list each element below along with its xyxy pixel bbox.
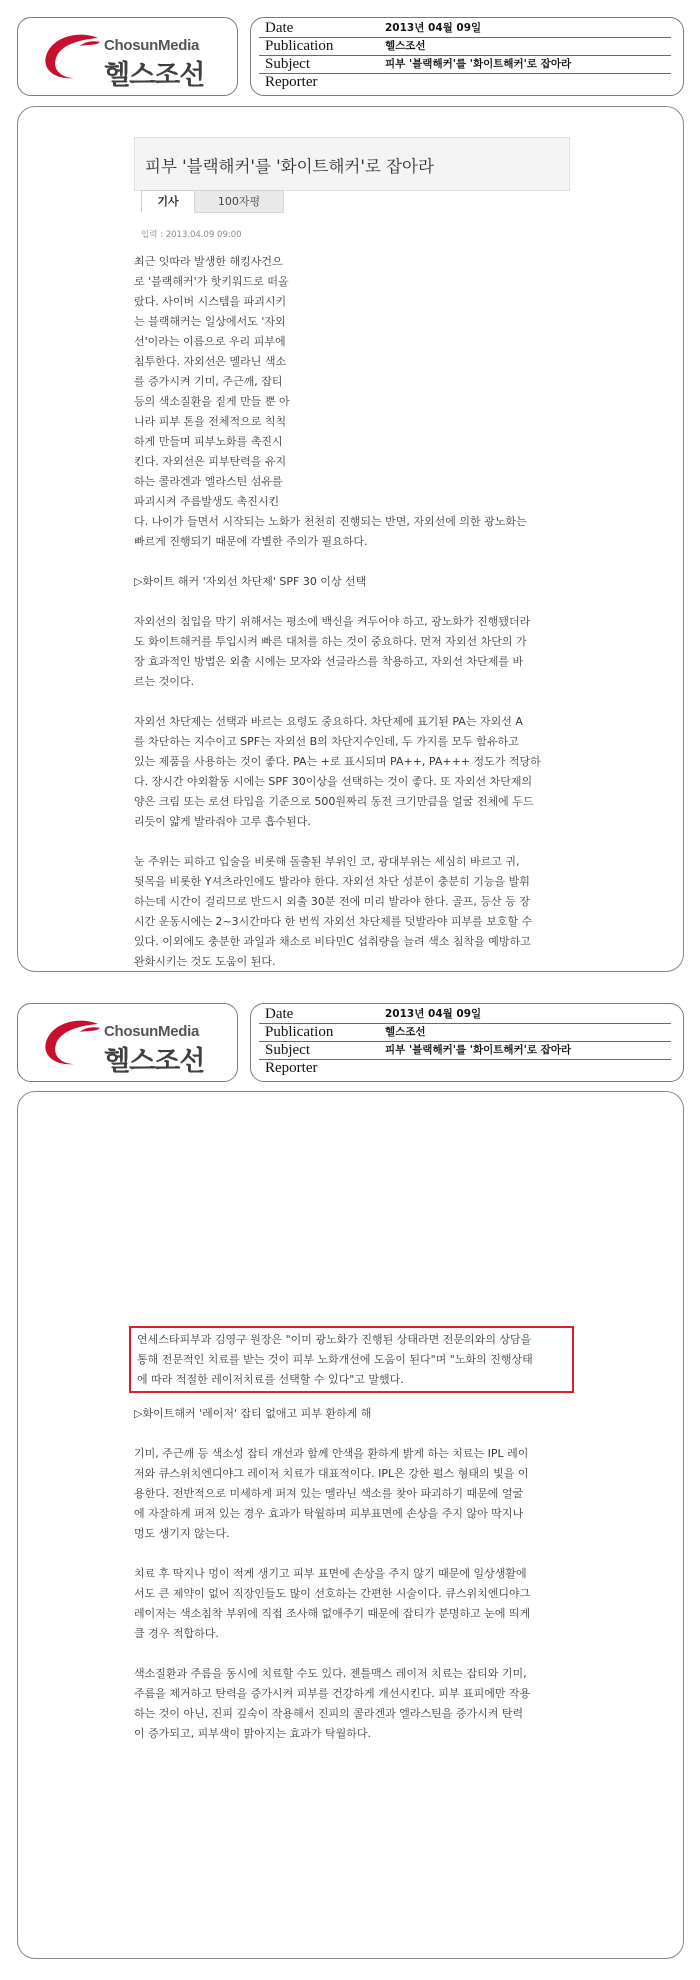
text-line: 통해 전문적인 치료를 받는 것이 피부 노화개선에 도움이 된다"며 "노화의 진행상태 <box>137 1353 533 1366</box>
text-line: 르는 것이다. <box>134 675 195 688</box>
article-body-page1 <box>134 512 568 992</box>
text-line: 니라 피부 톤을 전체적으로 칙칙 <box>134 415 287 428</box>
text-line: 뒷목을 비롯한 Y셔츠라인에도 발라야 한다. 자외선 차단 성분이 충분히 기능을 발휘 <box>134 875 530 888</box>
text-line: 기미, 주근깨 등 색소성 잡티 개선과 함께 안색을 환하게 밝게 하는 치료는 IPL 레이 <box>134 1447 529 1460</box>
meta-row-publication <box>259 1024 671 1042</box>
text-line: 다. 장시간 야외활동 시에는 SPF 30이상을 선택하는 것이 좋다. 또 자외선 차단제의 <box>134 775 533 788</box>
text-line: 침투한다. 자외선은 멜라닌 색소 <box>134 355 287 368</box>
paragraph <box>134 612 568 692</box>
meta-row-publication <box>259 38 671 56</box>
meta-row-date <box>259 20 671 38</box>
text-line: 자외선의 침입을 막기 위해서는 평소에 백신을 켜두어야 하고, 광노화가 진행됐더라 <box>134 615 531 628</box>
text-line: 킨다. 자외선은 피부탄력을 유지 <box>134 455 287 468</box>
text-line: 눈 주위는 피하고 입술을 비롯해 돌출된 부위인 코, 광대부위는 세심히 바르고 귀, <box>134 855 520 868</box>
text-line: 다. 나이가 들면서 시작되는 노화가 천천히 진행되는 반면, 자외선에 의한 광노화는 <box>134 515 527 528</box>
text-line: 를 차단하는 지수이고 SPF는 자외선 B의 차단지수인데, 두 가지를 모두 함유하고 <box>134 735 519 748</box>
text-line: 주름을 제거하고 탄력을 증가시켜 피부를 건강하게 개선시킨다. 피부 표피에만 작용 <box>134 1687 531 1700</box>
meta-row-subject <box>259 1042 671 1060</box>
meta-label: Reporter <box>265 1060 318 1076</box>
quote-text <box>137 1330 533 1390</box>
article-intro-tail <box>134 492 279 512</box>
meta-value: 2013년 04월 09일 <box>385 1008 482 1020</box>
article-intro <box>134 252 330 492</box>
text-line: 로 '블랙해커'가 핫키워드로 떠올 <box>134 275 289 288</box>
meta-row-subject <box>259 56 671 74</box>
meta-row-date <box>259 1006 671 1024</box>
text-line: 시간 운동시에는 2~3시간마다 한 번씩 자외선 차단제를 덧발라야 피부를 보호할 수 <box>134 915 533 928</box>
article-title: 피부 '블랙해커'를 '화이트해커'로 잡아라 <box>145 157 434 176</box>
paragraph <box>134 1664 568 1744</box>
tab-comments[interactable]: 100자평 <box>194 190 284 213</box>
text-line: 자외선 차단제는 선택과 바르는 요령도 중요하다. 차단제에 표기된 PA는 자외선 A <box>134 715 523 728</box>
text-line: 는 블랙해커는 일상에서도 '자외 <box>134 315 286 328</box>
text-line: 리듯이 얇게 발라줘야 고루 흡수된다. <box>134 815 311 828</box>
meta-label: Date <box>265 1006 294 1022</box>
tab-article[interactable]: 기사 <box>141 190 195 212</box>
text-line: 랐다. 사이버 시스템을 파괴시키 <box>134 295 287 308</box>
article-title-box <box>134 137 570 191</box>
article-date: 입력 : 2013.04.09 09:00 <box>141 230 242 240</box>
text-line: 에 자잘하게 퍼져 있는 경우 효과가 탁월하며 피부표면에 손상을 주지 않아 딱지나 <box>134 1507 524 1520</box>
text-line: 장 효과적인 방법은 외출 시에는 모자와 선글라스를 착용하고, 자외선 차단제를 바 <box>134 655 524 668</box>
text-line: 연세스타피부과 김영구 원장은 "이미 광노화가 진행된 상태라면 전문의와의 상담을 <box>137 1333 532 1346</box>
text-line: 에 따라 적절한 레이저치료를 선택할 수 있다"고 말했다. <box>137 1373 404 1386</box>
text-line: 선'이라는 이름으로 우리 피부에 <box>134 335 286 348</box>
paragraph <box>134 512 568 552</box>
chosun-swoosh-icon <box>40 1014 110 1070</box>
text-line: 용한다. 전반적으로 미세하게 퍼져 있는 멜라닌 색소를 찾아 파괴하기 때문에 얼굴 <box>134 1487 524 1500</box>
logo-box <box>17 17 238 96</box>
text-line: 양은 크림 또는 로션 타입을 기준으로 500원짜리 동전 크기만큼을 얼굴 전체에 두드 <box>134 795 534 808</box>
text-line: 파괴시켜 주름발생도 촉진시킨 <box>134 495 280 508</box>
article-body-page2 <box>134 1404 568 1764</box>
logo-title: 헬스조선 <box>104 1046 205 1077</box>
meta-row-reporter <box>259 74 671 91</box>
paragraph <box>134 1444 568 1544</box>
logo-brand-text: ChosunMedia <box>104 37 200 54</box>
text-line: 있는 제품을 사용하는 것이 좋다. PA는 +로 표시되며 PA++, PA+++ 정도가 적당하 <box>134 755 541 768</box>
text-line: 등의 색소질환을 짙게 만들 뿐 아 <box>134 395 290 408</box>
logo-brand-text: ChosunMedia <box>104 1023 200 1040</box>
text-line: 클 경우 적합하다. <box>134 1627 219 1640</box>
meta-row-reporter <box>259 1060 671 1077</box>
meta-table <box>250 1003 684 1082</box>
text-line: 있다. 이외에도 충분한 과일과 채소로 비타민C 섭취량을 늘려 색소 침착을 예방하고 <box>134 935 531 948</box>
meta-value: 헬스조선 <box>385 40 426 52</box>
chosun-swoosh-icon <box>40 28 110 84</box>
meta-label: Publication <box>265 1024 334 1040</box>
meta-label: Publication <box>265 38 334 54</box>
text-line: 색소질환과 주름을 동시에 치료할 수도 있다. 젠틀맥스 레이저 치료는 잡티와 기미, <box>134 1667 527 1680</box>
text-line: 빠르게 진행되기 때문에 각별한 주의가 필요하다. <box>134 535 368 548</box>
text-line: 하는 것이 아닌, 진피 깊숙이 작용해서 진피의 콜라겐과 엘라스틴을 증가시켜 탄력 <box>134 1707 524 1720</box>
paragraph <box>134 852 568 972</box>
text-line: ▷화이트 해커 '자외선 차단제' SPF 30 이상 선택 <box>134 575 367 588</box>
meta-label: Reporter <box>265 74 318 90</box>
meta-label: Date <box>265 20 294 36</box>
meta-label: Subject <box>265 1042 310 1058</box>
text-line: 최근 잇따라 발생한 해킹사건으 <box>134 255 283 268</box>
meta-value: 피부 '블랙해커'를 '화이트해커'로 잡아라 <box>385 58 572 70</box>
meta-label: Subject <box>265 56 310 72</box>
text-line: 치료 후 딱지나 멍이 적게 생기고 피부 표면에 손상을 주지 않기 때문에 일상생활에 <box>134 1567 527 1580</box>
text-line: 를 증가시켜 기미, 주근깨, 잡티 <box>134 375 283 388</box>
section-heading <box>134 1404 568 1424</box>
text-line: 하는 콜라겐과 엘라스틴 섬유를 <box>134 475 283 488</box>
text-line: 완화시키는 것도 도움이 된다. <box>134 955 276 968</box>
highlighted-quote <box>129 1326 574 1393</box>
text-line: ▷화이트해커 '레이저' 잡티 없애고 피부 환하게 해 <box>134 1407 372 1420</box>
meta-value: 피부 '블랙해커'를 '화이트해커'로 잡아라 <box>385 1044 572 1056</box>
meta-table <box>250 17 684 96</box>
text-line: 하게 만들며 피부노화를 촉진시 <box>134 435 283 448</box>
section-heading <box>134 572 568 592</box>
paragraph <box>134 1564 568 1644</box>
paragraph <box>134 712 568 832</box>
text-line: 레이저는 색소침착 부위에 직접 조사해 없애주기 때문에 잡티가 분명하고 눈에 띄게 <box>134 1607 531 1620</box>
text-line: 서도 큰 제약이 없어 직장인들도 많이 선호하는 간편한 시술이다. 큐스위치엔디야그 <box>134 1587 531 1600</box>
text-line: 멍도 생기지 않는다. <box>134 1527 230 1540</box>
meta-value: 2013년 04월 09일 <box>385 22 482 34</box>
meta-value: 헬스조선 <box>385 1026 426 1038</box>
text-line: 저와 큐스위치엔디야그 레이저 치료가 대표적이다. IPL은 강한 펄스 형태의 빛을 이 <box>134 1467 529 1480</box>
logo-box <box>17 1003 238 1082</box>
logo-title: 헬스조선 <box>104 60 205 91</box>
text-line: 이 증가되고, 피부색이 맑아지는 효과가 탁월하다. <box>134 1727 371 1740</box>
text-line: 하는데 시간이 걸리므로 반드시 외출 30분 전에 미리 발라야 한다. 골프, 등산 등 장 <box>134 895 530 908</box>
text-line: 도 화이트해커를 투입시켜 빠른 대처를 하는 것이 중요하다. 먼저 자외선 차단의 가 <box>134 635 527 648</box>
